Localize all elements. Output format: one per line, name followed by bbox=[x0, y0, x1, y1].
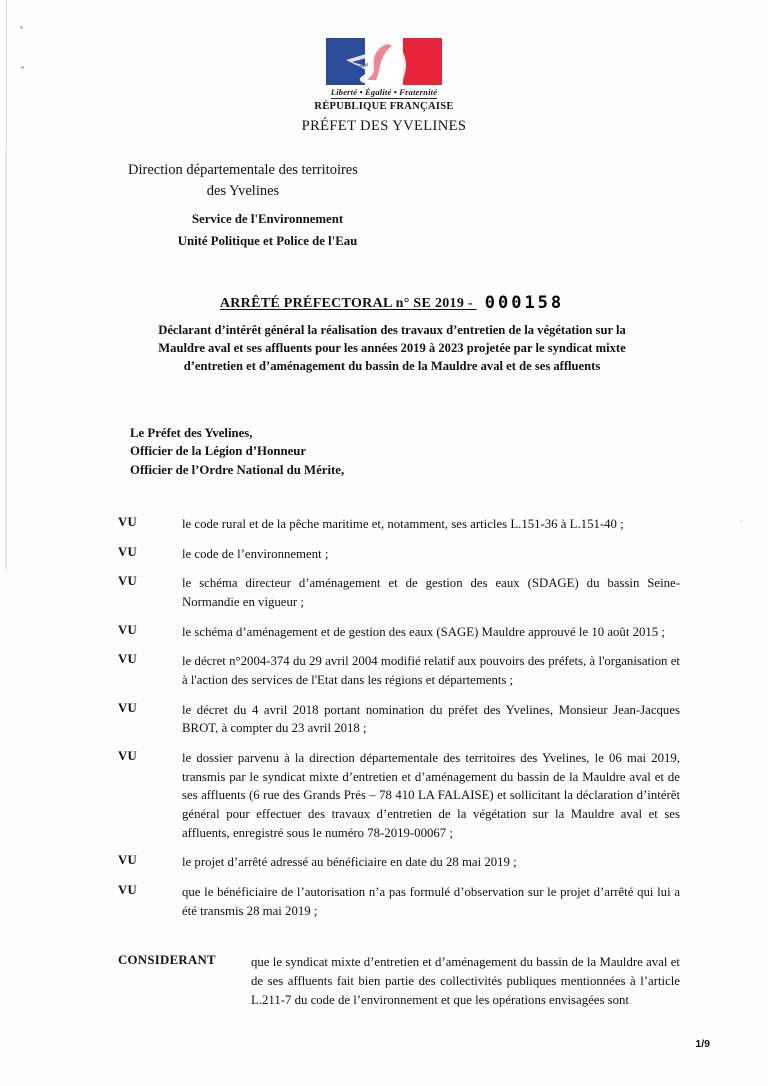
prefet-honor-legion: Officier de la Légion d’Honneur bbox=[130, 444, 307, 459]
scan-edge-artifact-secondary bbox=[5, 150, 7, 570]
clause-label: VU bbox=[118, 622, 137, 637]
decree-stamp-number: 000158 bbox=[484, 293, 565, 313]
clause-label: VU bbox=[118, 515, 137, 529]
prefet-signature-block bbox=[130, 424, 344, 479]
clause-text: le code de l’environnement ; bbox=[182, 546, 329, 561]
decree-subtitle-line-2: Mauldre aval et ses affluents pour les années 2019 à 2023 projetée par le syndicat mixte bbox=[158, 340, 626, 355]
clause-text: le schéma d’aménagement et de gestion des eaux (SAGE) Mauldre approuvé le 10 août 2015 ; bbox=[182, 624, 665, 639]
decree-title-text: ARRÊTÉ PRÉFECTORAL n° SE 2019 - bbox=[219, 296, 477, 311]
clause-item bbox=[118, 623, 680, 642]
clause-label: VU bbox=[118, 574, 137, 589]
republic-emblem bbox=[0, 38, 768, 112]
clause-label: VU bbox=[118, 883, 137, 898]
page-number: 1/9 bbox=[695, 1038, 710, 1050]
clause-label: VU bbox=[118, 853, 137, 868]
service-line-2: Unité Politique et Police de l'Eau bbox=[177, 234, 358, 249]
clause-text: le dossier parvenu à la direction départementale des territoires des Yvelines, le 06 mai 2019, transmis par le syndicat mixte d’entretien et d’aménagement du bassin de la Mauldre aval et de ses affluents (6 rue des Grands Prés – 78 410 LA FALAISE) et sollicitant la déclaration d’intérêt général pour effectuer des travaux d’entretien de la végétation sur la Mauldre aval et ses affluents, enregistré sous le numéro 78-2019-00067 ; bbox=[182, 751, 680, 840]
service-line-1: Service de l'Environnement bbox=[191, 212, 344, 226]
decree-title-block bbox=[118, 293, 666, 376]
republic-name: RÉPUBLIQUE FRANÇAISE bbox=[314, 101, 454, 113]
clauses-list bbox=[118, 515, 680, 1020]
clause-item bbox=[118, 574, 680, 611]
clause-label: VU bbox=[118, 749, 137, 764]
clause-text: le code rural et de la pêche maritime et, notamment, ses articles L.151-36 à L.151-40 ; bbox=[182, 517, 624, 531]
service-heading bbox=[160, 208, 375, 253]
decree-subtitle-line-3: d’entretien et d’aménagement du bassin de la Mauldre aval et de ses affluents bbox=[183, 358, 601, 373]
clause-text: le projet d’arrêté adressé au bénéficiaire en date du 28 mai 2019 ; bbox=[182, 855, 517, 870]
clause-text: le décret n°2004-374 du 29 avril 2004 modifié relatif aux pouvoirs des préfets, à l'organisation et à l'action des services de l'Etat dans les régions et départements ; bbox=[182, 654, 680, 688]
clause-text: le décret du 4 avril 2018 portant nomination du préfet des Yvelines, Monsieur Jean-Jacques BROT, à compter du 23 avril 2018 ; bbox=[182, 702, 680, 736]
considerant-text: que le syndicat mixte d’entretien et d’aménagement du bassin de la Mauldre aval et de ses affluents fait bien partie des collectivités publiques mentionnées à l’article L.211-7 du code de l’environnement et que les opérations envisagées sont bbox=[251, 955, 680, 1007]
clause-label: VU bbox=[118, 652, 137, 667]
marianne-profile-icon bbox=[326, 38, 442, 85]
clause-text: que le bénéficiaire de l’autorisation n’a pas formulé d’observation sur le projet d’arrêté qui lui a été transmis 28 mai 2019 ; bbox=[182, 885, 680, 918]
prefecture-title: PRÉFET DES YVELINES bbox=[301, 118, 467, 134]
clause-label: VU bbox=[118, 544, 137, 559]
direction-line-1: Direction départementale des territoires bbox=[128, 162, 358, 178]
clause-text: le schéma directeur d’aménagement et de gestion des eaux (SDAGE) du bassin Seine-Normandie en vigueur ; bbox=[182, 576, 680, 610]
clause-item bbox=[118, 853, 680, 872]
clause-item bbox=[118, 883, 680, 920]
clause-item bbox=[118, 652, 680, 689]
decree-title-line bbox=[118, 293, 666, 313]
scan-speck-artifact bbox=[20, 26, 23, 29]
clause-item bbox=[118, 515, 680, 534]
decree-subtitle bbox=[118, 322, 666, 376]
decree-subtitle-line-1: Déclarant d’intérêt général la réalisation des travaux d’entretien de la végétation sur la bbox=[158, 323, 626, 337]
republic-motto: Liberté • Égalité • Fraternité bbox=[331, 88, 437, 99]
clause-item bbox=[118, 545, 680, 564]
direction-line-2: des Yvelines bbox=[206, 182, 280, 199]
prefet-title-line: Le Préfet des Yvelines, bbox=[130, 426, 253, 440]
scan-speck-artifact bbox=[740, 520, 742, 522]
clause-label: VU bbox=[118, 700, 137, 715]
clause-item bbox=[118, 749, 680, 842]
considerant-item bbox=[118, 953, 680, 1009]
clause-item bbox=[118, 701, 680, 738]
direction-heading bbox=[128, 160, 358, 201]
considerant-label: CONSIDERANT bbox=[118, 953, 216, 968]
french-flag-marianne-icon bbox=[326, 38, 442, 85]
prefet-honor-merite: Officier de l’Ordre National du Mérite, bbox=[130, 462, 345, 477]
